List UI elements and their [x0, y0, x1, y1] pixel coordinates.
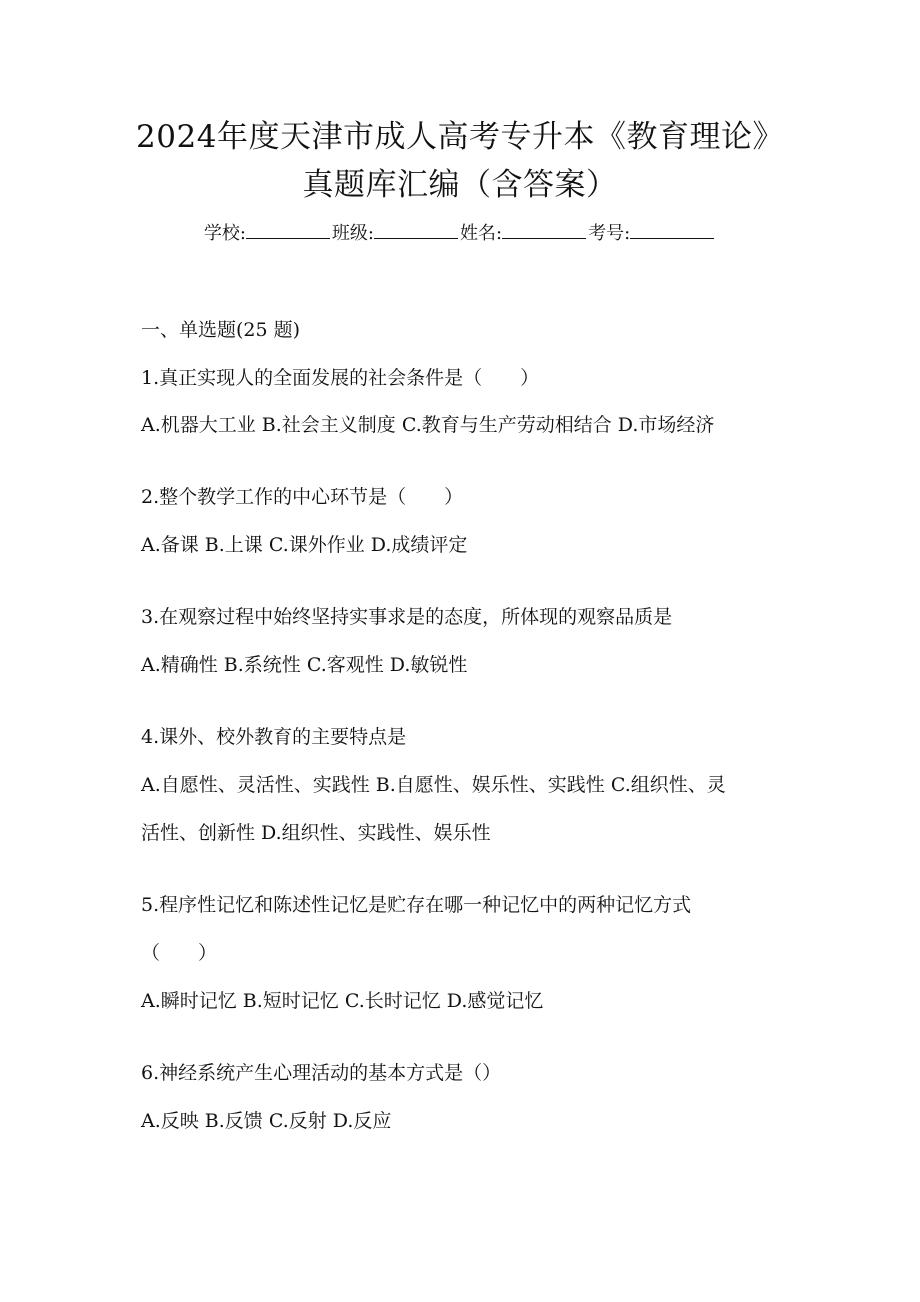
document-title-line-1: 2024年度天津市成人高考专升本《教育理论》 — [136, 119, 784, 155]
question-4-options-line-1: A.自愿性、灵活性、实践性 B.自愿性、娱乐性、实践性 C.组织性、灵 — [141, 774, 726, 796]
question-1-options: A.机器大工业 B.社会主义制度 C.教育与生产劳动相结合 D.市场经济 — [141, 414, 715, 436]
question-6-stem: 6.神经系统产生心理活动的基本方式是（） — [141, 1062, 502, 1084]
exam-number-label: 考号: — [588, 223, 631, 244]
question-2-options: A.备课 B.上课 C.课外作业 D.成绩评定 — [141, 534, 468, 556]
school-blank — [246, 220, 330, 239]
question-6-options: A.反映 B.反馈 C.反射 D.反应 — [141, 1110, 392, 1132]
exam-number-blank — [630, 220, 714, 239]
question-3-stem: 3.在观察过程中始终坚持实事求是的态度，所体现的观察品质是 — [141, 606, 673, 628]
name-blank — [502, 220, 586, 239]
document-title-line-2: 真题库汇编（含答案） — [302, 167, 618, 203]
question-5-options: A.瞬时记忆 B.短时记忆 C.长时记忆 D.感觉记忆 — [141, 990, 544, 1012]
student-info-line — [0, 220, 920, 247]
class-blank — [374, 220, 458, 239]
question-1-stem: 1.真正实现人的全面发展的社会条件是（ ） — [141, 367, 540, 389]
name-label: 姓名: — [460, 223, 503, 244]
question-5-stem-line-1: 5.程序性记忆和陈述性记忆是贮存在哪一种记忆中的两种记忆方式 — [141, 894, 692, 916]
question-2-stem: 2.整个教学工作的中心环节是（ ） — [141, 486, 464, 508]
class-label: 班级: — [331, 223, 374, 244]
question-5-stem-line-2: （ ） — [141, 942, 218, 964]
question-3-options: A.精确性 B.系统性 C.客观性 D.敏锐性 — [141, 654, 468, 676]
section-heading: 一、单选题(25 题) — [141, 319, 301, 341]
school-label: 学校: — [203, 223, 246, 244]
question-4-options-line-2: 活性、创新性 D.组织性、实践性、娱乐性 — [141, 822, 491, 844]
question-4-stem: 4.课外、校外教育的主要特点是 — [141, 726, 407, 748]
